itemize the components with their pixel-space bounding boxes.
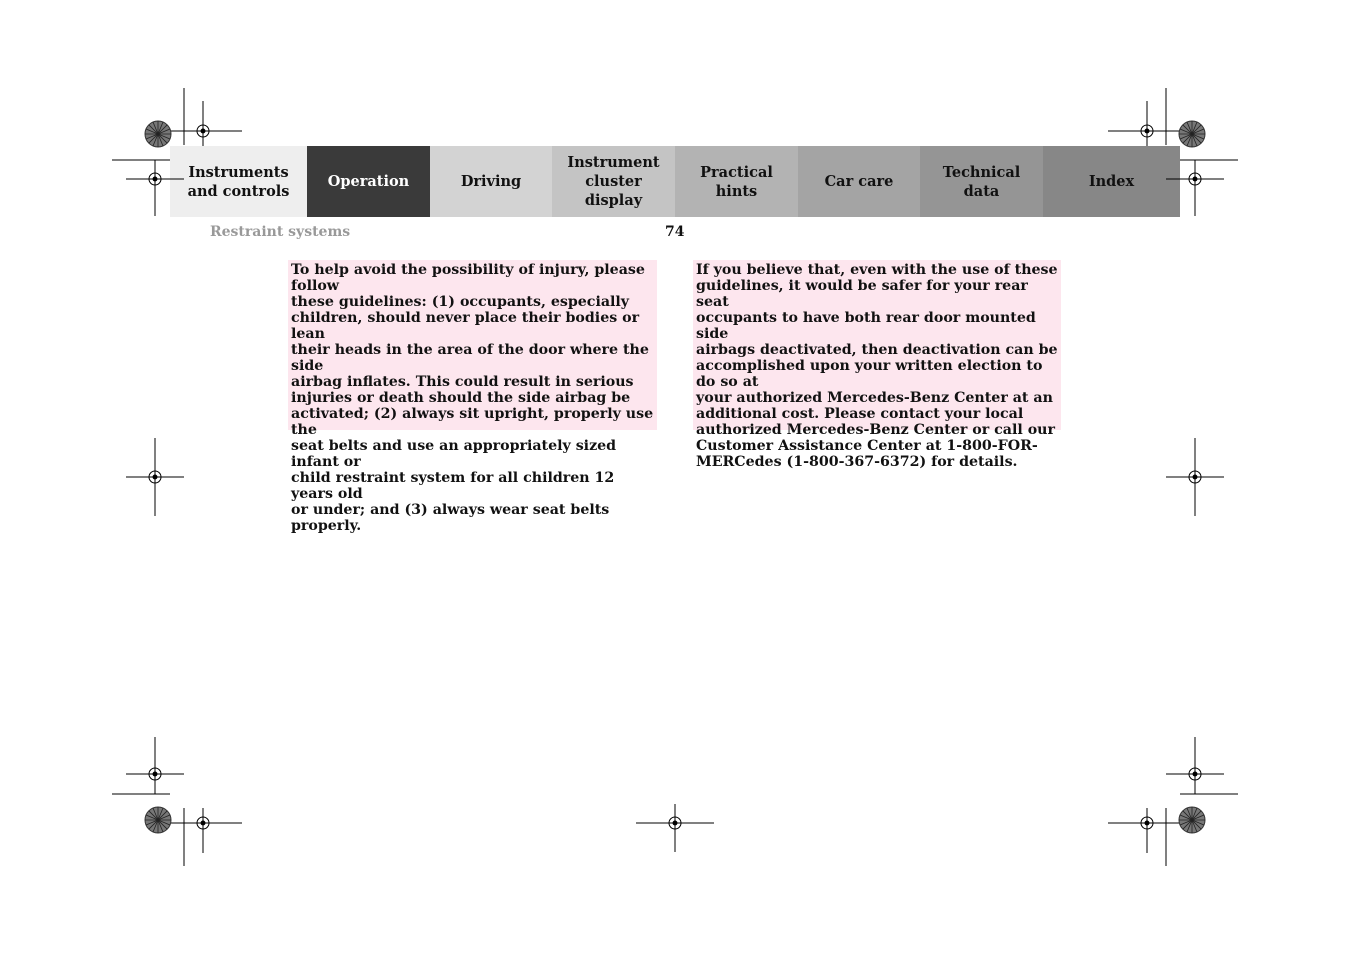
tab-label-line2: cluster display (584, 173, 643, 209)
tab-label-line1: Index (1088, 173, 1135, 190)
tab-operation[interactable] (307, 146, 430, 217)
tab-label-line1: Car care (824, 173, 894, 190)
tab-label-line2: data (963, 182, 1000, 200)
registration-mark-bottom-right (1108, 737, 1238, 866)
page-number: 74 (665, 224, 685, 240)
registration-mark-middle-left (126, 438, 184, 516)
tab-practical-hints[interactable] (675, 146, 798, 217)
registration-mark-middle-right (1166, 438, 1224, 516)
tab-label-line1: Practical hints (700, 163, 773, 200)
tab-label-line1: Instruments (188, 163, 289, 181)
tab-label-line1: Instrument (567, 154, 660, 171)
tab-technical-data[interactable] (920, 146, 1043, 217)
tab-index[interactable] (1043, 146, 1180, 217)
note-box-right: If you believe that, even with the use of these guidelines, it would be safer for your rear seat occupants to have both rear door mounted side airbags deactivated, then deactivation can be accomplished upon your written election to do so at your authorized Mercedes-Benz Center at an additional cost. Please contact your local authorized Mercedes-Benz Center or call our Customer Assistance Center at 1-800-FOR- MERCedes (1-800-367-6372) for details. (693, 260, 1061, 430)
tab-label-line1: Driving (460, 173, 522, 190)
tab-instruments-and-controls[interactable] (170, 146, 307, 217)
tab-label-line1: Technical (942, 163, 1021, 181)
tab-label-line1: Operation (327, 173, 410, 190)
registration-mark-bottom-left (112, 737, 242, 866)
note-box-left: To help avoid the possibility of injury, please follow these guidelines: (1) occupants, especially children, should never place their bodies or lean their heads in the area of the door where the side airbag inflates. This could result in serious injuries or death should the side airbag be activated; (2) always sit upright, properly use the seat belts and use an appropriately sized infant or child restraint system for all children 12 years old or under; and (3) always wear seat belts properly. (288, 260, 657, 430)
tab-label-line2: and controls (187, 182, 290, 200)
registration-mark-bottom-center (636, 804, 714, 852)
section-title: Restraint systems (210, 224, 351, 240)
chapter-tab-bar (170, 146, 1180, 217)
tab-instrument-cluster-display[interactable] (552, 146, 675, 217)
tab-car-care[interactable] (798, 146, 920, 217)
tab-driving[interactable] (430, 146, 552, 217)
